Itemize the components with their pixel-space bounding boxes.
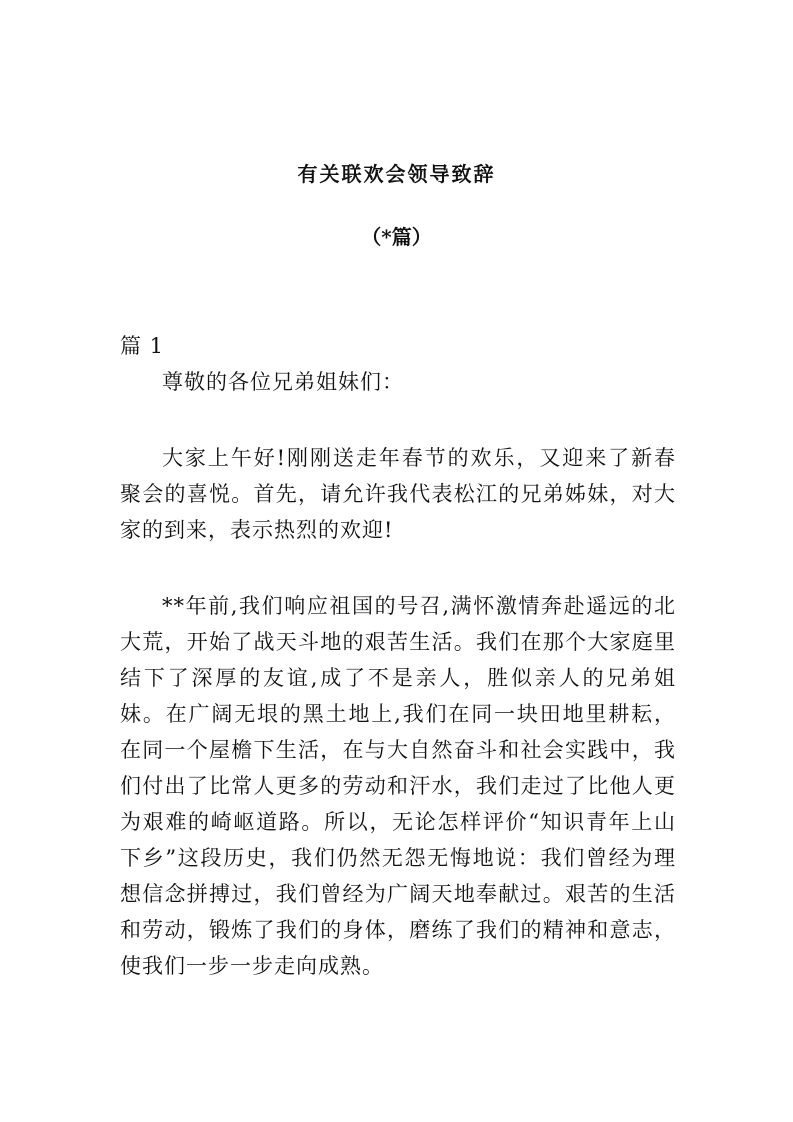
greeting-line: 尊敬的各位兄弟姐妹们：: [162, 370, 404, 394]
paragraph-1: 大家上午好!刚刚送走年春节的欢乐，又迎来了新春聚会的喜悦。首先，请允许我代表松江的兄弟姊妹，对大家的到来，表示热烈的欢迎!: [120, 446, 676, 542]
section-label: 篇 1: [120, 334, 165, 358]
document-subtitle: （*篇）: [361, 225, 432, 249]
document-body: [120, 328, 676, 984]
document-title: 有关联欢会领导致辞: [297, 162, 496, 186]
paragraph-2: **年前,我们响应祖国的号召,满怀激情奔赴遥远的北大荒，开始了战天斗地的艰苦生活。我们在那个大家庭里结下了深厚的友谊,成了不是亲人，胜似亲人的兄弟姐妹。在广阔无垠的黑土地上,我们在同一块田地里耕耘，在同一个屋檐下生活，在与大自然奋斗和社会实践中，我们付出了比常人更多的劳动和汗水，我们走过了比他人更为艰难的崎岖道路。所以，无论怎样评价“知识青年上山下乡”这段历史，我们仍然无怨无悔地说：我们曾经为理想信念拼搏过，我们曾经为广阔天地奉献过。艰苦的生活和劳动，锻炼了我们的身体，磨练了我们的精神和意志，使我们一步一步走向成熟。: [120, 594, 676, 978]
